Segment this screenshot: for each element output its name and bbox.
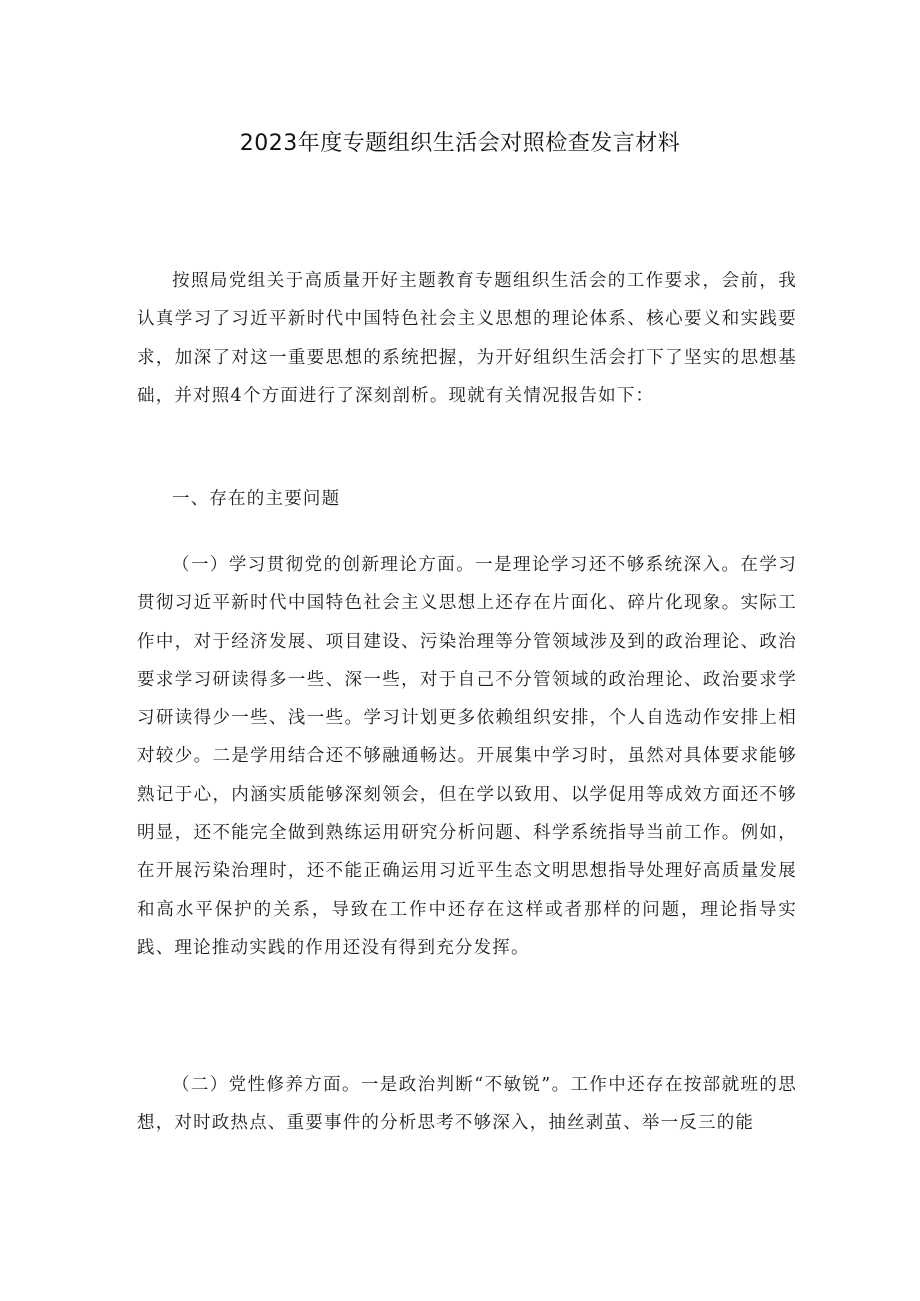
item-two-block — [137, 1066, 797, 1143]
section-heading-block — [137, 480, 797, 518]
item-one-block — [137, 546, 797, 967]
document-title: 2023年度专题组织生活会对照检查发言材料 — [239, 131, 681, 156]
intro-paragraph-block — [137, 262, 797, 415]
item-two-paragraph: （二）党性修养方面。一是政治判断“不敏锐”。工作中还存在按部就班的思想，对时政热点、重要事件的分析思考不够深入，抽丝剥茧、举一反三的能 — [137, 1075, 797, 1134]
intro-paragraph: 按照局党组关于高质量开好主题教育专题组织生活会的工作要求，会前，我认真学习了习近平新时代中国特色社会主义思想的理论体系、核心要义和实践要求，加深了对这一重要思想的系统把握，为开好组织生活会打下了坚实的思想基础，并对照4个方面进行了深刻剖析。现就有关情况报告如下： — [137, 271, 797, 406]
item-one-paragraph: （一）学习贯彻党的创新理论方面。一是理论学习还不够系统深入。在学习贯彻习近平新时代中国特色社会主义思想上还存在片面化、碎片化现象。实际工作中，对于经济发展、项目建设、污染治理等分管领域涉及到的政治理论、政治要求学习研读得多一些、深一些，对于自己不分管领域的政治理论、政治要求学习研读得少一些、浅一些。学习计划更多依赖组织安排，个人自选动作安排上相对较少。二是学用结合还不够融通畅达。开展集中学习时，虽然对具体要求能够熟记于心，内涵实质能够深刻领会，但在学以致用、以学促用等成效方面还不够明显，还不能完全做到熟练运用研究分析问题、科学系统指导当前工作。例如，在开展污染治理时，还不能正确运用习近平生态文明思想指导处理好高质量发展和高水平保护的关系，导致在工作中还存在这样或者那样的问题，理论指导实践、理论推动实践的作用还没有得到充分发挥。 — [137, 555, 797, 958]
section-heading: 一、存在的主要问题 — [172, 489, 341, 509]
